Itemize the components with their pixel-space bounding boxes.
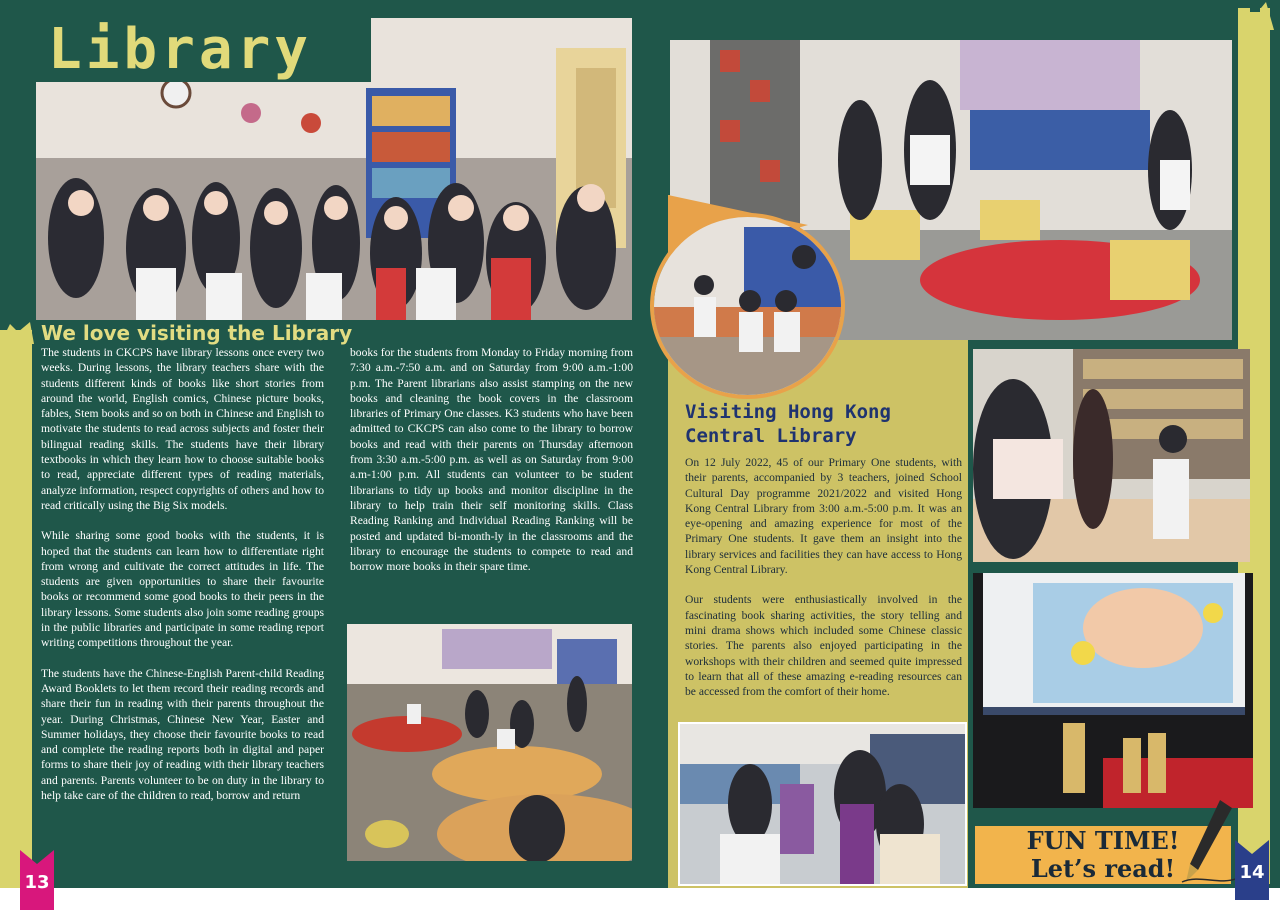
section-heading-library: We love visiting the Library	[41, 321, 353, 345]
left-column-1	[41, 345, 324, 818]
paragraph: The students have the Chinese-English Parent-child Reading Award Booklets to let them record their reading records and share their fun in reading with their parents throughout the year. During Christmas, Chinese New Year, Easter and Summer holidays, they choose their favourite books to read and complete the reading reports both in digital and paper forms to share their joy of reading with their library teachers and parents. Parents volunteer to be on duty in the library to help take care of the children to read, borrow and return	[41, 666, 324, 803]
paragraph: Our students were enthusiastically involved in the fascinating book sharing activities, the story telling and mini drama shows which included some Chinese classic stories. The parents also enjoyed participating in the workshops with their children and seemed quite impressed to learn that all of these amazing e-reading resources can be accessed from the comfort of their home.	[685, 593, 962, 699]
fountain-pen-icon	[1180, 800, 1240, 884]
pencil-tip-left-icon	[0, 318, 40, 344]
right-column-text	[685, 455, 962, 714]
paragraph: books for the students from Monday to Friday morning from 7:30 a.m.-7:50 a.m. and on Saturday from 9:00 a.m.-1:00 p.m. The Parent librarians also assist stamping on the new books and cleaning the book covers in the classroom libraries of Primary One classes. K3 students who have been admitted to CKCPS can also come to the library to borrow books and read with their parents on Thursday afternoon from 3:30 a.m.-5:00 p.m. as well as on Saturday from 9:00 a.m-1:00 p.m. All students can volunteer to be student librarians to tidy up books and monitor discipline in the library to help train their self monitoring skills. Class Reading Ranking and Individual Reading Ranking will be posted and updated bi-month-ly in the classrooms and the library to encourage the students to compete to read and borrow more books in their spare time.	[350, 346, 633, 574]
paragraph: On 12 July 2022, 45 of our Primary One students, with their parents, accompanied by 3 teachers, joined School Cultural Day programme 2021/2022 and visited Hong Kong Central Library from 3:00 a.m.-5:00 p.m. It was an eye-opening and amazing experience for most of the Primary One students. It gave them an insight into the library services and facilities they can have access to Hong Kong Central Library.	[685, 456, 962, 577]
left-column-2	[350, 345, 633, 589]
page-number-left: 13	[24, 872, 50, 893]
decorative-pencil-left	[0, 330, 32, 888]
section-heading-central-library	[685, 400, 965, 448]
paragraph: The students in CKCPS have library lessons once every two weeks. During lessons, the library teachers share with the students different kinds of books like short stories from around the world, English comics, Chinese picture books, fables, Stem books and so on both in Chinese and English to motivate the students to read across subjects and foster their bilingual reading skills. The students have their library textbooks in which they learn how to choose suitable books to read, appreciate different types of reading materials, analyze information, respect copyrights of others and how to read critically using the Big Six models.	[41, 346, 324, 512]
page-title: Library	[48, 17, 313, 82]
heading-line-2: Central Library	[685, 425, 857, 447]
storytelling-show-photo	[973, 573, 1253, 808]
page-tab-left	[20, 850, 54, 910]
fun-line-1: FUN TIME!	[1026, 826, 1180, 855]
library-reading-tables-photo	[347, 624, 632, 861]
heading-line-1: Visiting Hong Kong	[685, 401, 891, 423]
book-stamping-photo	[973, 349, 1250, 562]
page-number-right: 14	[1239, 862, 1265, 883]
paragraph: While sharing some good books with the students, it is hoped that the students can learn how to differentiate right from wrong and cultivate the correct attitudes in life. The students are given opportunities to share their favourite books or recommend some good books to their peers in the library lessons. Some students also join some reading groups in the public libraries and participate in some reading report writing competitions throughout the year.	[41, 529, 324, 650]
page-tab-right	[1235, 840, 1269, 900]
pencil-tip-icon	[1232, 0, 1280, 30]
fun-line-2: Let’s read!	[1030, 854, 1176, 883]
parents-children-photo	[678, 722, 967, 886]
students-reading-circle-photo	[650, 213, 845, 399]
